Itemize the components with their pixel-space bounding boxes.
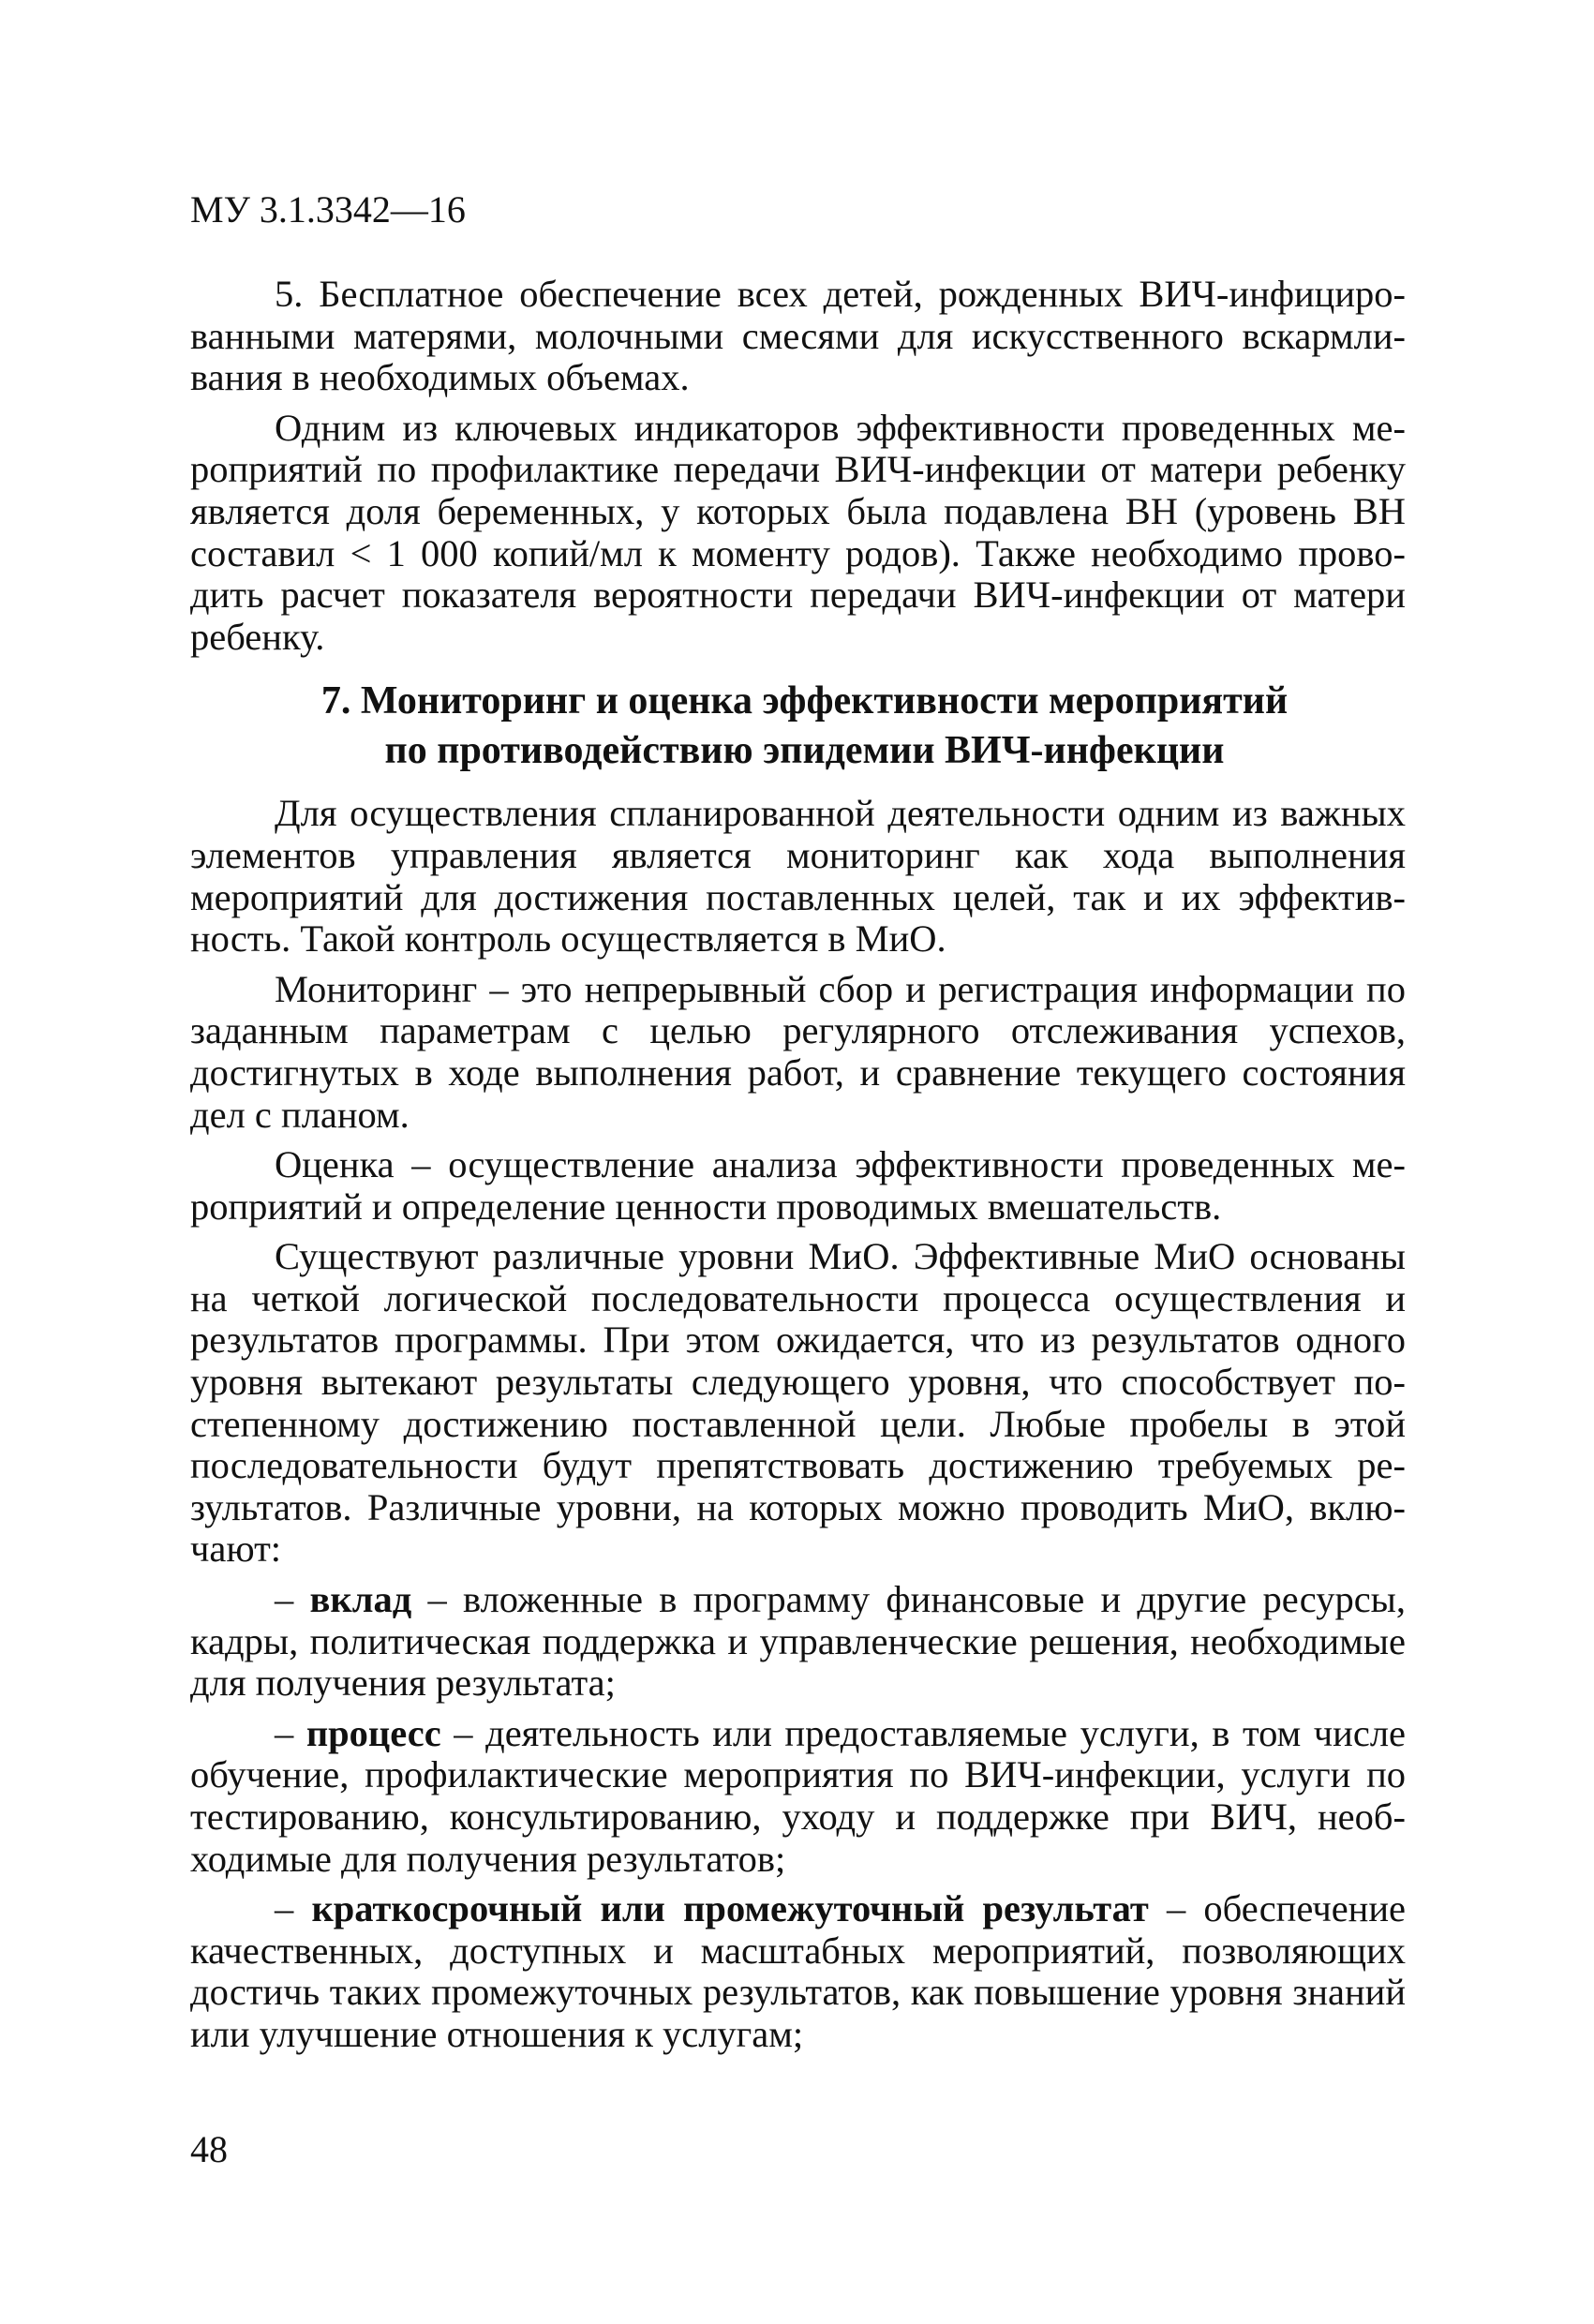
paragraph-section-1: Для осуществления спланированной деятельности одним из важных элементов управления является мониторинг как хода выполнения мероприятий для достижения поставленных целей, так и их эффективность. Такой контроль осуществляется в МиО. bbox=[190, 792, 1406, 961]
list-item-text: – вложенные в программу финансовые и другие ресурсы, кадры, политическая поддержка и управленческие решения, необходимые для получения результата; bbox=[190, 1578, 1407, 1705]
list-item bbox=[190, 1888, 1406, 2055]
list-item-term: процесс bbox=[305, 1711, 441, 1754]
paragraph-intro-2: Одним из ключевых индикаторов эффективности проведенных мероприятий по профилактике передачи ВИЧ-инфекции от матери ребенку является доля беременных, у которых была подавлена ВН (уровень ВН составил < 1 000 копий/мл к моменту родов). Также необходимо проводить расчет показателя вероятности передачи ВИЧ-инфекции от матери ребенку. bbox=[190, 406, 1406, 658]
page-content bbox=[190, 274, 1406, 2056]
section-heading bbox=[190, 677, 1406, 776]
section-heading-line-2: по противодействию эпидемии ВИЧ-инфекции bbox=[384, 729, 1225, 773]
paragraph-intro-1: 5. Бесплатное обеспечение всех детей, рожденных ВИЧ-инфицированными матерями, молочными смесями для искусственного вскармливания в необходимых объемах. bbox=[190, 273, 1406, 399]
list-item-text: – обеспечение качественных, доступных и масштабных мероприятий, позволяющих достичь таких промежуточных результатов, как повышение уровня знаний или улучшение отношения к услугам; bbox=[190, 1887, 1406, 2055]
paragraph-section-3: Оценка – осуществление анализа эффективности проведенных мероприятий и определение ценности проводимых вмешательств. bbox=[190, 1143, 1406, 1228]
list-item-term: краткосрочный или промежуточный результат bbox=[311, 1887, 1149, 1930]
list-item-dash: – bbox=[275, 1887, 312, 1930]
paragraph-section-2: Мониторинг – это непрерывный сбор и регистрация информации по заданным параметрам с целью регулярного отслеживания успехов, достигнутых в ходе выполнения работ, и сравнение текущего состояния дел с планом. bbox=[190, 967, 1406, 1136]
page-number: 48 bbox=[190, 2128, 228, 2170]
section-heading-line-1: 7. Мониторинг и оценка эффективности мероприятий bbox=[320, 679, 1289, 723]
list-item-term: вклад bbox=[309, 1578, 412, 1621]
list-item-dash: – bbox=[275, 1711, 306, 1754]
list-item bbox=[190, 1713, 1406, 1880]
list-item-dash: – bbox=[275, 1578, 310, 1621]
paragraph-section-4: Существуют различные уровни МиО. Эффективные МиО основаны на четкой логической последовательности процесса осуществления и результатов программы. При этом ожидается, что из результатов одного уровня вытекают результаты следующего уровня, что способствует постепенному достижению поставленной цели. Любые пробелы в этой последовательности будут препятствовать достижению требуемых результатов. Различные уровни, на которых можно проводить МиО, включают: bbox=[190, 1235, 1406, 1571]
list-item-text: – деятельность или предоставляемые услуги, в том числе обучение, профилактические мероприятия по ВИЧ-инфекции, услуги по тестированию, консультированию, уходу и поддержке при ВИЧ, необходимые для получения результатов; bbox=[190, 1711, 1407, 1880]
document-code-header: МУ 3.1.3342—16 bbox=[190, 188, 466, 231]
list-item bbox=[190, 1579, 1406, 1705]
